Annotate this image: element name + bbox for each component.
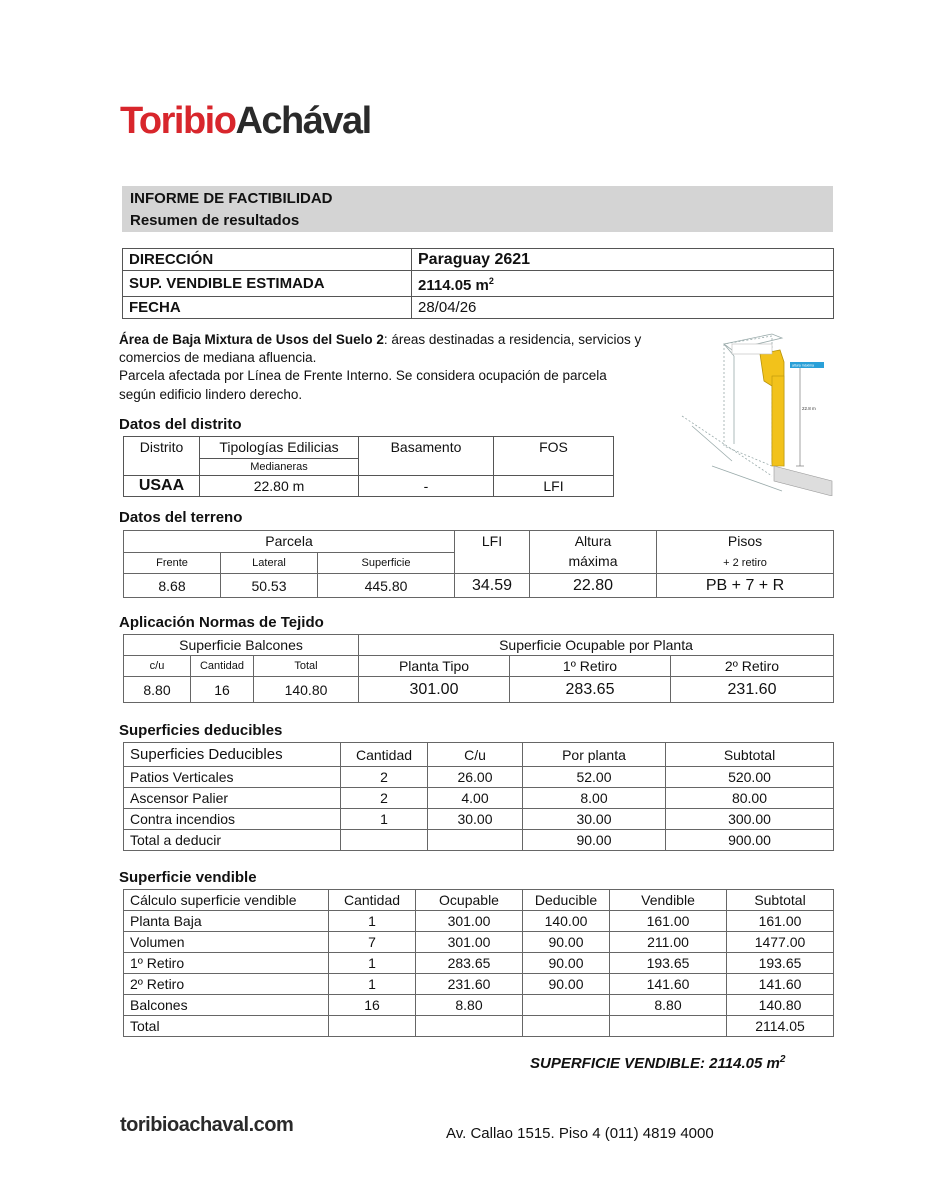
deducibles-header-name: Superficies Deducibles [124, 743, 341, 767]
superficie-value: 445.80 [318, 574, 455, 598]
fos-value: LFI [494, 476, 614, 497]
deducibles-cell: 2 [341, 767, 428, 788]
final-superficie-text: SUPERFICIE VENDIBLE: 2114.05 m [530, 1055, 780, 1072]
cu-header: c/u [124, 656, 191, 677]
vendible-cell: 301.00 [416, 911, 523, 932]
altura-header-line2: máxima [568, 553, 618, 569]
address-table [122, 248, 834, 319]
pisos-header-line1: Pisos [727, 533, 763, 549]
deducibles-cell [341, 830, 428, 851]
basamento-header: Basamento [359, 437, 494, 476]
deducibles-cell: 26.00 [428, 767, 523, 788]
altura-header-line1: Altura [574, 533, 612, 549]
vendible-cell: 90.00 [523, 953, 610, 974]
diagram-cap [732, 344, 772, 354]
cantidad-header: Cantidad [191, 656, 254, 677]
vendible-cell: 1º Retiro [124, 953, 329, 974]
section-distrito: Datos del distrito [119, 416, 242, 433]
vendible-header-deducible: Deducible [523, 890, 610, 911]
table-row [124, 767, 834, 788]
sup-value-cell [412, 271, 834, 297]
pisos-value: PB + 7 + R [657, 574, 834, 598]
table-row [124, 830, 834, 851]
vendible-cell: 8.80 [610, 995, 727, 1016]
vendible-cell: 193.65 [610, 953, 727, 974]
building-facade [772, 376, 784, 466]
superficie-header: Superficie [318, 552, 455, 574]
vendible-cell: 1477.00 [727, 932, 834, 953]
deducibles-cell: 300.00 [666, 809, 834, 830]
vendible-header-vendible: Vendible [610, 890, 727, 911]
deducibles-table [123, 742, 834, 851]
zone-description-text: : áreas destinadas a residencia, servicios y comercios de mediana afluencia. [119, 332, 642, 365]
vendible-cell: 16 [329, 995, 416, 1016]
altura-value: 22.80 [530, 574, 657, 598]
fecha-value: 28/04/26 [412, 297, 834, 319]
zone-description [119, 331, 659, 367]
vendible-cell: 1 [329, 911, 416, 932]
deducibles-cell: 4.00 [428, 788, 523, 809]
deducibles-header-cantidad: Cantidad [341, 743, 428, 767]
vendible-cell: Volumen [124, 932, 329, 953]
total-header: Total [254, 656, 359, 677]
report-banner [122, 186, 833, 232]
vendible-header-subtotal: Subtotal [727, 890, 834, 911]
distrito-table [123, 436, 614, 497]
vendible-table [123, 889, 834, 1037]
distrito-header: Distrito [124, 437, 200, 476]
tipologias-header: Tipologías Edilicias [200, 437, 359, 459]
total-value: 140.80 [254, 677, 359, 703]
deducibles-cell: Total a deducir [124, 830, 341, 851]
retiro2-value: 231.60 [671, 677, 834, 703]
deducibles-cell: 520.00 [666, 767, 834, 788]
deducibles-header-porplanta: Por planta [523, 743, 666, 767]
frente-header: Frente [124, 552, 221, 574]
deducibles-cell: Ascensor Palier [124, 788, 341, 809]
vendible-cell: 161.00 [610, 911, 727, 932]
height-badge-label: altura máxima [792, 363, 814, 368]
planta-tipo-header: Planta Tipo [359, 656, 510, 677]
footer-address: Av. Callao 1515. Piso 4 (011) 4819 4000 [446, 1125, 714, 1142]
footer-website: toribioachaval.com [120, 1114, 294, 1136]
retiro1-value: 283.65 [510, 677, 671, 703]
lfi-value: 34.59 [455, 574, 530, 598]
vendible-header-ocupable: Ocupable [416, 890, 523, 911]
height-label: 22.8 m [802, 406, 816, 411]
report-title: INFORME DE FACTIBILIDAD [130, 190, 333, 207]
section-vendible: Superficie vendible [119, 869, 257, 886]
table-row [124, 911, 834, 932]
table-row [124, 995, 834, 1016]
logo-part2: Achával [235, 100, 371, 142]
logo-part1: Toribio [120, 100, 236, 142]
vendible-cell: 90.00 [523, 974, 610, 995]
table-row [124, 932, 834, 953]
direccion-value: Paraguay 2621 [412, 249, 834, 271]
vendible-cell [523, 995, 610, 1016]
sup-value: 2114.05 m [418, 277, 489, 294]
vendible-cell: 90.00 [523, 932, 610, 953]
parcel-note: Parcela afectada por Línea de Frente Interno. Se considera ocupación de parcela según edificio lindero derecho. [119, 368, 607, 402]
deducibles-cell: 900.00 [666, 830, 834, 851]
vendible-cell: 140.80 [727, 995, 834, 1016]
final-exponent: 2 [779, 1054, 786, 1065]
table-row [124, 809, 834, 830]
deducibles-cell: 80.00 [666, 788, 834, 809]
section-tejido: Aplicación Normas de Tejido [119, 614, 324, 631]
planta-tipo-value: 301.00 [359, 677, 510, 703]
direccion-label: DIRECCIÓN [123, 249, 412, 271]
vendible-cell: Balcones [124, 995, 329, 1016]
cantidad-value: 16 [191, 677, 254, 703]
vendible-cell: 283.65 [416, 953, 523, 974]
lfi-header: LFI [455, 531, 530, 574]
pisos-header-sub: + 2 retiro [723, 557, 767, 569]
deducibles-cell: 8.00 [523, 788, 666, 809]
deducibles-cell [428, 830, 523, 851]
vendible-cell: 211.00 [610, 932, 727, 953]
vendible-cell [416, 1016, 523, 1037]
vendible-cell: 8.80 [416, 995, 523, 1016]
report-subtitle: Resumen de resultados [130, 212, 300, 229]
terreno-table [123, 530, 834, 598]
vendible-cell [523, 1016, 610, 1037]
parcela-header: Parcela [124, 531, 455, 553]
height-dimension [796, 366, 804, 466]
deducibles-cell: 30.00 [428, 809, 523, 830]
vendible-cell: 7 [329, 932, 416, 953]
lateral-header: Lateral [221, 552, 318, 574]
tipologia-value: 22.80 m [200, 476, 359, 497]
vendible-cell: Total [124, 1016, 329, 1037]
vendible-header-cantidad: Cantidad [329, 890, 416, 911]
vendible-cell: 2114.05 [727, 1016, 834, 1037]
lateral-value: 50.53 [221, 574, 318, 598]
table-row [124, 1016, 834, 1037]
fecha-label: FECHA [123, 297, 412, 319]
tipologias-subheader: Medianeras [200, 458, 359, 475]
vendible-cell: Planta Baja [124, 911, 329, 932]
altura-header [530, 531, 657, 574]
vendible-cell: 140.00 [523, 911, 610, 932]
deducibles-cell: Contra incendios [124, 809, 341, 830]
retiro1-header: 1º Retiro [510, 656, 671, 677]
sidewalk [774, 466, 832, 496]
retiro2-header: 2º Retiro [671, 656, 834, 677]
table-row [124, 788, 834, 809]
table-row [124, 953, 834, 974]
deducibles-cell: 1 [341, 809, 428, 830]
ocupable-header: Superficie Ocupable por Planta [359, 635, 834, 656]
basamento-value: - [359, 476, 494, 497]
vendible-header-name: Cálculo superficie vendible [124, 890, 329, 911]
vendible-cell: 141.60 [610, 974, 727, 995]
vendible-cell: 301.00 [416, 932, 523, 953]
vendible-cell: 161.00 [727, 911, 834, 932]
section-deducibles: Superficies deducibles [119, 722, 283, 739]
pisos-header [657, 531, 834, 574]
table-row [124, 974, 834, 995]
vendible-cell [610, 1016, 727, 1037]
company-logo [120, 100, 371, 143]
fos-header: FOS [494, 437, 614, 476]
vendible-cell: 1 [329, 974, 416, 995]
deducibles-cell: 2 [341, 788, 428, 809]
vendible-cell: 141.60 [727, 974, 834, 995]
sup-label: SUP. VENDIBLE ESTIMADA [123, 271, 412, 297]
final-superficie [530, 1054, 785, 1072]
deducibles-cell: 52.00 [523, 767, 666, 788]
deducibles-cell: 90.00 [523, 830, 666, 851]
vendible-cell [329, 1016, 416, 1037]
vendible-cell: 1 [329, 953, 416, 974]
vendible-cell: 2º Retiro [124, 974, 329, 995]
deducibles-cell: 30.00 [523, 809, 666, 830]
balcones-header: Superficie Balcones [124, 635, 359, 656]
zone-name: Área de Baja Mixtura de Usos del Suelo 2 [119, 332, 384, 347]
deducibles-header-subtotal: Subtotal [666, 743, 834, 767]
distrito-value: USAA [124, 476, 200, 497]
frente-value: 8.68 [124, 574, 221, 598]
vendible-cell: 193.65 [727, 953, 834, 974]
cu-value: 8.80 [124, 677, 191, 703]
deducibles-header-cu: C/u [428, 743, 523, 767]
section-terreno: Datos del terreno [119, 509, 243, 526]
deducibles-cell: Patios Verticales [124, 767, 341, 788]
tejido-table [123, 634, 834, 703]
sup-exponent: 2 [488, 276, 494, 286]
vendible-cell: 231.60 [416, 974, 523, 995]
building-diagram [672, 326, 834, 496]
